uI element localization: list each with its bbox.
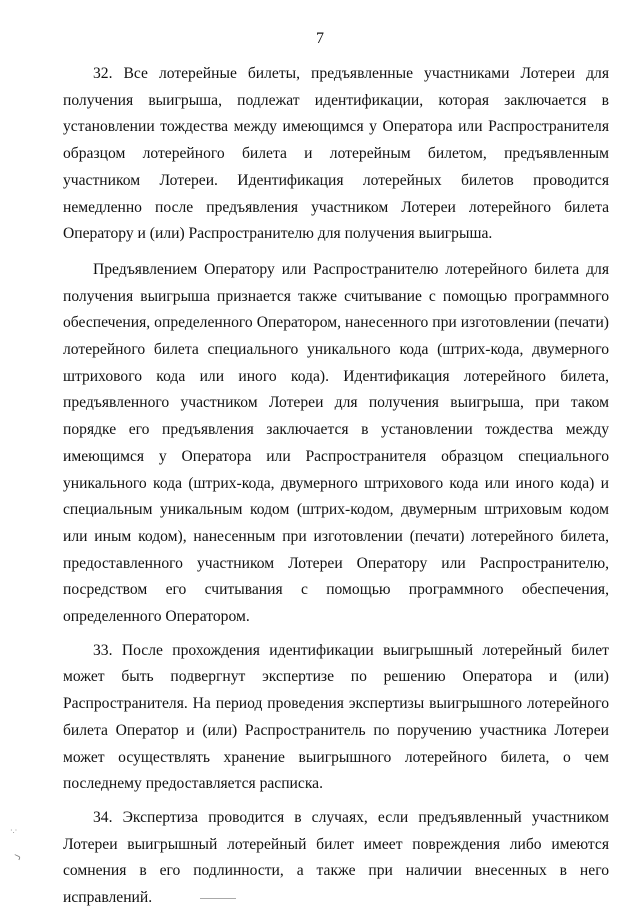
scan-artifact-mark: ╯ [14,852,28,863]
paragraph-32-continuation: Предъявлением Оператору или Распространителю лотерейного билета для получения выигрыша признается также считывание с помощью программного обеспечения, определенного Оператором, нанесенного при изготовлении (печати) лотерейного билета специального уникального кода (штрих-кода, двумерного штрихового кода или иного кода). Идентификация лотерейного билета, предъявленного участником Лотереи для получения выигрыша, при таком порядке его предъявления заключается в установлении тождества между имеющимся у Оператора или Распространителя образцом специального уникального кода (штрих-кода, двумерного штрихового кода или иного кода) и специальным уникальным кодом (штрих-кодом, двумерным штриховым кодом или иным кодом), нанесенным при изготовлении (печати) лотерейного билета, предоставленного участником Лотереи Оператору или Распространителю, посредством его считывания с помощью программного обеспечения, определенного Оператором. [63,260,609,626]
scan-artifact-rule [200,898,236,899]
page-number: 7 [316,30,324,47]
paragraph-32: 32. Все лотерейные билеты, предъявленные участниками Лотереи для получения выигрыша, подлежат идентификации, которая заключается в установлении тождества между имеющимся у Оператора или Распространителя образцом лотерейного билета и лотерейным билетом, предъявленным участником Лотереи. Идентификация лотерейных билетов проводится немедленно после предъявления участником Лотереи лотерейного билета Оператору и (или) Распространителю для получения выигрыша. [63,65,609,243]
paragraph-33: 33. После прохождения идентификации выигрышный лотерейный билет может быть подвергнут экспертизе по решению Оператора и (или) Распространителя. На период проведения экспертизы выигрышного лотерейного билета Оператор и (или) Распространитель по поручению участника Лотереи может осуществлять хранение выигрышного лотерейного билета, о чем последнему предоставляется расписка. [63,641,609,793]
document-body [63,61,609,912]
paragraph-34: 34. Экспертиза проводится в случаях, если предъявленный участником Лотереи выигрышный лотерейный билет имеет повреждения либо имеются сомнения в его подлинности, а также при наличии внесенных в него исправлений. [63,808,609,907]
scan-artifact-dots: ·.· [10,826,18,835]
